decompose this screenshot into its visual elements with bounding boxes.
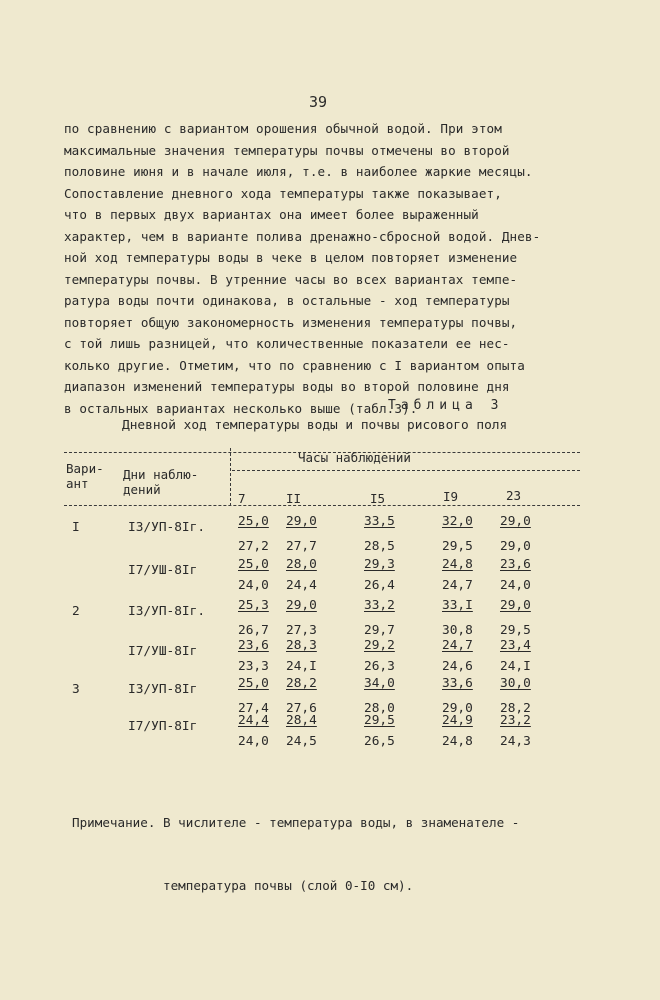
soil-temp-value: 24,I bbox=[286, 659, 317, 674]
water-temp-value: 29,0 bbox=[286, 514, 317, 529]
soil-temp-value: 26,5 bbox=[364, 734, 395, 749]
soil-temp-value: 28,0 bbox=[364, 701, 395, 716]
soil-temp-value: 28,2 bbox=[500, 701, 531, 716]
header-hour-7: 7 bbox=[238, 491, 246, 506]
soil-temp-value: 24,0 bbox=[238, 578, 269, 593]
water-temp-value: 24,8 bbox=[442, 557, 473, 572]
row-day: I3/УП-8Iг. bbox=[128, 604, 206, 619]
table-label: Таблица 3 bbox=[388, 398, 504, 413]
soil-temp-value: 26,3 bbox=[364, 659, 395, 674]
soil-temp-value: 24,0 bbox=[238, 734, 269, 749]
soil-temp-value: 29,5 bbox=[442, 539, 473, 554]
soil-temp-value: 23,3 bbox=[238, 659, 269, 674]
soil-temp-value: 26,7 bbox=[238, 623, 269, 638]
row-day: I3/УП-8Iг. bbox=[128, 520, 206, 535]
water-temp-value: 33,5 bbox=[364, 514, 395, 529]
water-temp-value: 32,0 bbox=[442, 514, 473, 529]
paragraph-line: диапазон изменений температуры воды во второй половине дня bbox=[64, 379, 510, 394]
header-divider bbox=[230, 448, 231, 506]
body-paragraph bbox=[64, 118, 604, 419]
water-temp-value: 23,6 bbox=[500, 557, 531, 572]
soil-temp-value: 24,8 bbox=[442, 734, 473, 749]
row-day: I7/УП-8Iг bbox=[128, 719, 198, 734]
soil-temp-value: 30,8 bbox=[442, 623, 473, 638]
water-temp-value: 29,0 bbox=[286, 598, 317, 613]
table-title: Дневной ход температуры воды и почвы рисового поля bbox=[122, 418, 508, 433]
water-temp-value: 29,0 bbox=[500, 598, 531, 613]
note-line: температура почвы (слой 0-I0 см). bbox=[72, 878, 414, 893]
water-temp-value: 28,2 bbox=[286, 676, 317, 691]
paragraph-line: характер, чем в варианте полива дренажно-сбросной водой. Днев- bbox=[64, 228, 541, 244]
water-temp-value: 29,3 bbox=[364, 557, 395, 572]
header-variant: Вари- ант bbox=[66, 461, 104, 491]
row-day: I3/УП-8Iг bbox=[128, 682, 198, 697]
soil-temp-value: 29,0 bbox=[442, 701, 473, 716]
water-temp-value: 29,5 bbox=[364, 713, 395, 728]
water-temp-value: 34,0 bbox=[364, 676, 395, 691]
soil-temp-value: 24,I bbox=[500, 659, 531, 674]
soil-temp-value: 27,3 bbox=[286, 623, 317, 638]
header-days: Дни наблю- дений bbox=[123, 467, 199, 497]
hours-subrule bbox=[232, 470, 580, 471]
paragraph-line: половине июня и в начале июля, т.е. в наиболее жаркие месяцы. bbox=[64, 164, 533, 179]
water-temp-value: 25,0 bbox=[238, 514, 269, 529]
header-hour-23: 23 bbox=[506, 488, 522, 503]
soil-temp-value: 24,5 bbox=[286, 734, 317, 749]
water-temp-value: 24,7 bbox=[442, 638, 473, 653]
row-day: I7/УШ-8Iг bbox=[128, 644, 198, 659]
paragraph-line: повторяет общую закономерность изменения температуры почвы, bbox=[64, 314, 518, 330]
note-line: Примечание. В числителе - температура воды, в знаменателе - bbox=[72, 815, 520, 830]
water-temp-value: 28,3 bbox=[286, 638, 317, 653]
header-hour-19: I9 bbox=[443, 489, 459, 504]
water-temp-value: 23,2 bbox=[500, 713, 531, 728]
soil-temp-value: 27,6 bbox=[286, 701, 317, 716]
soil-temp-value: 24,0 bbox=[500, 578, 531, 593]
paragraph-line: максимальные значения температуры почвы отмечены во второй bbox=[64, 142, 510, 158]
water-temp-value: 30,0 bbox=[500, 676, 531, 691]
paragraph-line: в остальных вариантах несколько выше (табл.3). bbox=[64, 400, 418, 416]
water-temp-value: 24,4 bbox=[238, 713, 269, 728]
header-hour-11: II bbox=[286, 491, 302, 506]
soil-temp-value: 27,7 bbox=[286, 539, 317, 554]
soil-temp-value: 29,7 bbox=[364, 623, 395, 638]
soil-temp-value: 27,4 bbox=[238, 701, 269, 716]
water-temp-value: 28,0 bbox=[286, 557, 317, 572]
soil-temp-value: 24,7 bbox=[442, 578, 473, 593]
table-note bbox=[72, 770, 519, 917]
row-variant: 2 bbox=[72, 604, 80, 619]
soil-temp-value: 24,3 bbox=[500, 734, 531, 749]
row-day: I7/УШ-8Iг bbox=[128, 563, 198, 578]
water-temp-value: 33,6 bbox=[442, 676, 473, 691]
soil-temp-value: 24,6 bbox=[442, 659, 473, 674]
page-number: 39 bbox=[309, 93, 328, 111]
row-variant: 3 bbox=[72, 682, 80, 697]
water-temp-value: 33,I bbox=[442, 598, 473, 613]
paragraph-line: колько другие. Отметим, что по сравнению с I вариантом опыта bbox=[64, 357, 525, 373]
paragraph-line: что в первых двух вариантах она имеет более выраженный bbox=[64, 207, 479, 222]
header-bottom-rule bbox=[64, 505, 580, 506]
paragraph-line: температуры почвы. В утренние часы во всех вариантах темпе- bbox=[64, 271, 518, 287]
water-temp-value: 25,3 bbox=[238, 598, 269, 613]
row-variant: I bbox=[72, 520, 80, 535]
soil-temp-value: 27,2 bbox=[238, 539, 269, 554]
water-temp-value: 33,2 bbox=[364, 598, 395, 613]
paragraph-line: ной ход температуры воды в чеке в целом повторяет изменение bbox=[64, 250, 518, 265]
soil-temp-value: 29,0 bbox=[500, 539, 531, 554]
water-temp-value: 23,4 bbox=[500, 638, 531, 653]
paragraph-line: с той лишь разницей, что количественные показатели ее нес- bbox=[64, 336, 510, 351]
soil-temp-value: 24,4 bbox=[286, 578, 317, 593]
water-temp-value: 29,2 bbox=[364, 638, 395, 653]
soil-temp-value: 28,5 bbox=[364, 539, 395, 554]
water-temp-value: 24,9 bbox=[442, 713, 473, 728]
paragraph-line: ратура воды почти одинакова, в остальные - ход температуры bbox=[64, 293, 510, 308]
paragraph-line: Сопоставление дневного хода температуры также показывает, bbox=[64, 185, 502, 201]
header-hour-15: I5 bbox=[370, 491, 386, 506]
soil-temp-value: 26,4 bbox=[364, 578, 395, 593]
soil-temp-value: 29,5 bbox=[500, 623, 531, 638]
header-hours-group: Часы наблюдений bbox=[298, 450, 411, 465]
water-temp-value: 23,6 bbox=[238, 638, 269, 653]
paragraph-line: по сравнению с вариантом орошения обычной водой. При этом bbox=[64, 121, 502, 136]
water-temp-value: 25,0 bbox=[238, 676, 269, 691]
water-temp-value: 28,4 bbox=[286, 713, 317, 728]
water-temp-value: 29,0 bbox=[500, 514, 531, 529]
water-temp-value: 25,0 bbox=[238, 557, 269, 572]
